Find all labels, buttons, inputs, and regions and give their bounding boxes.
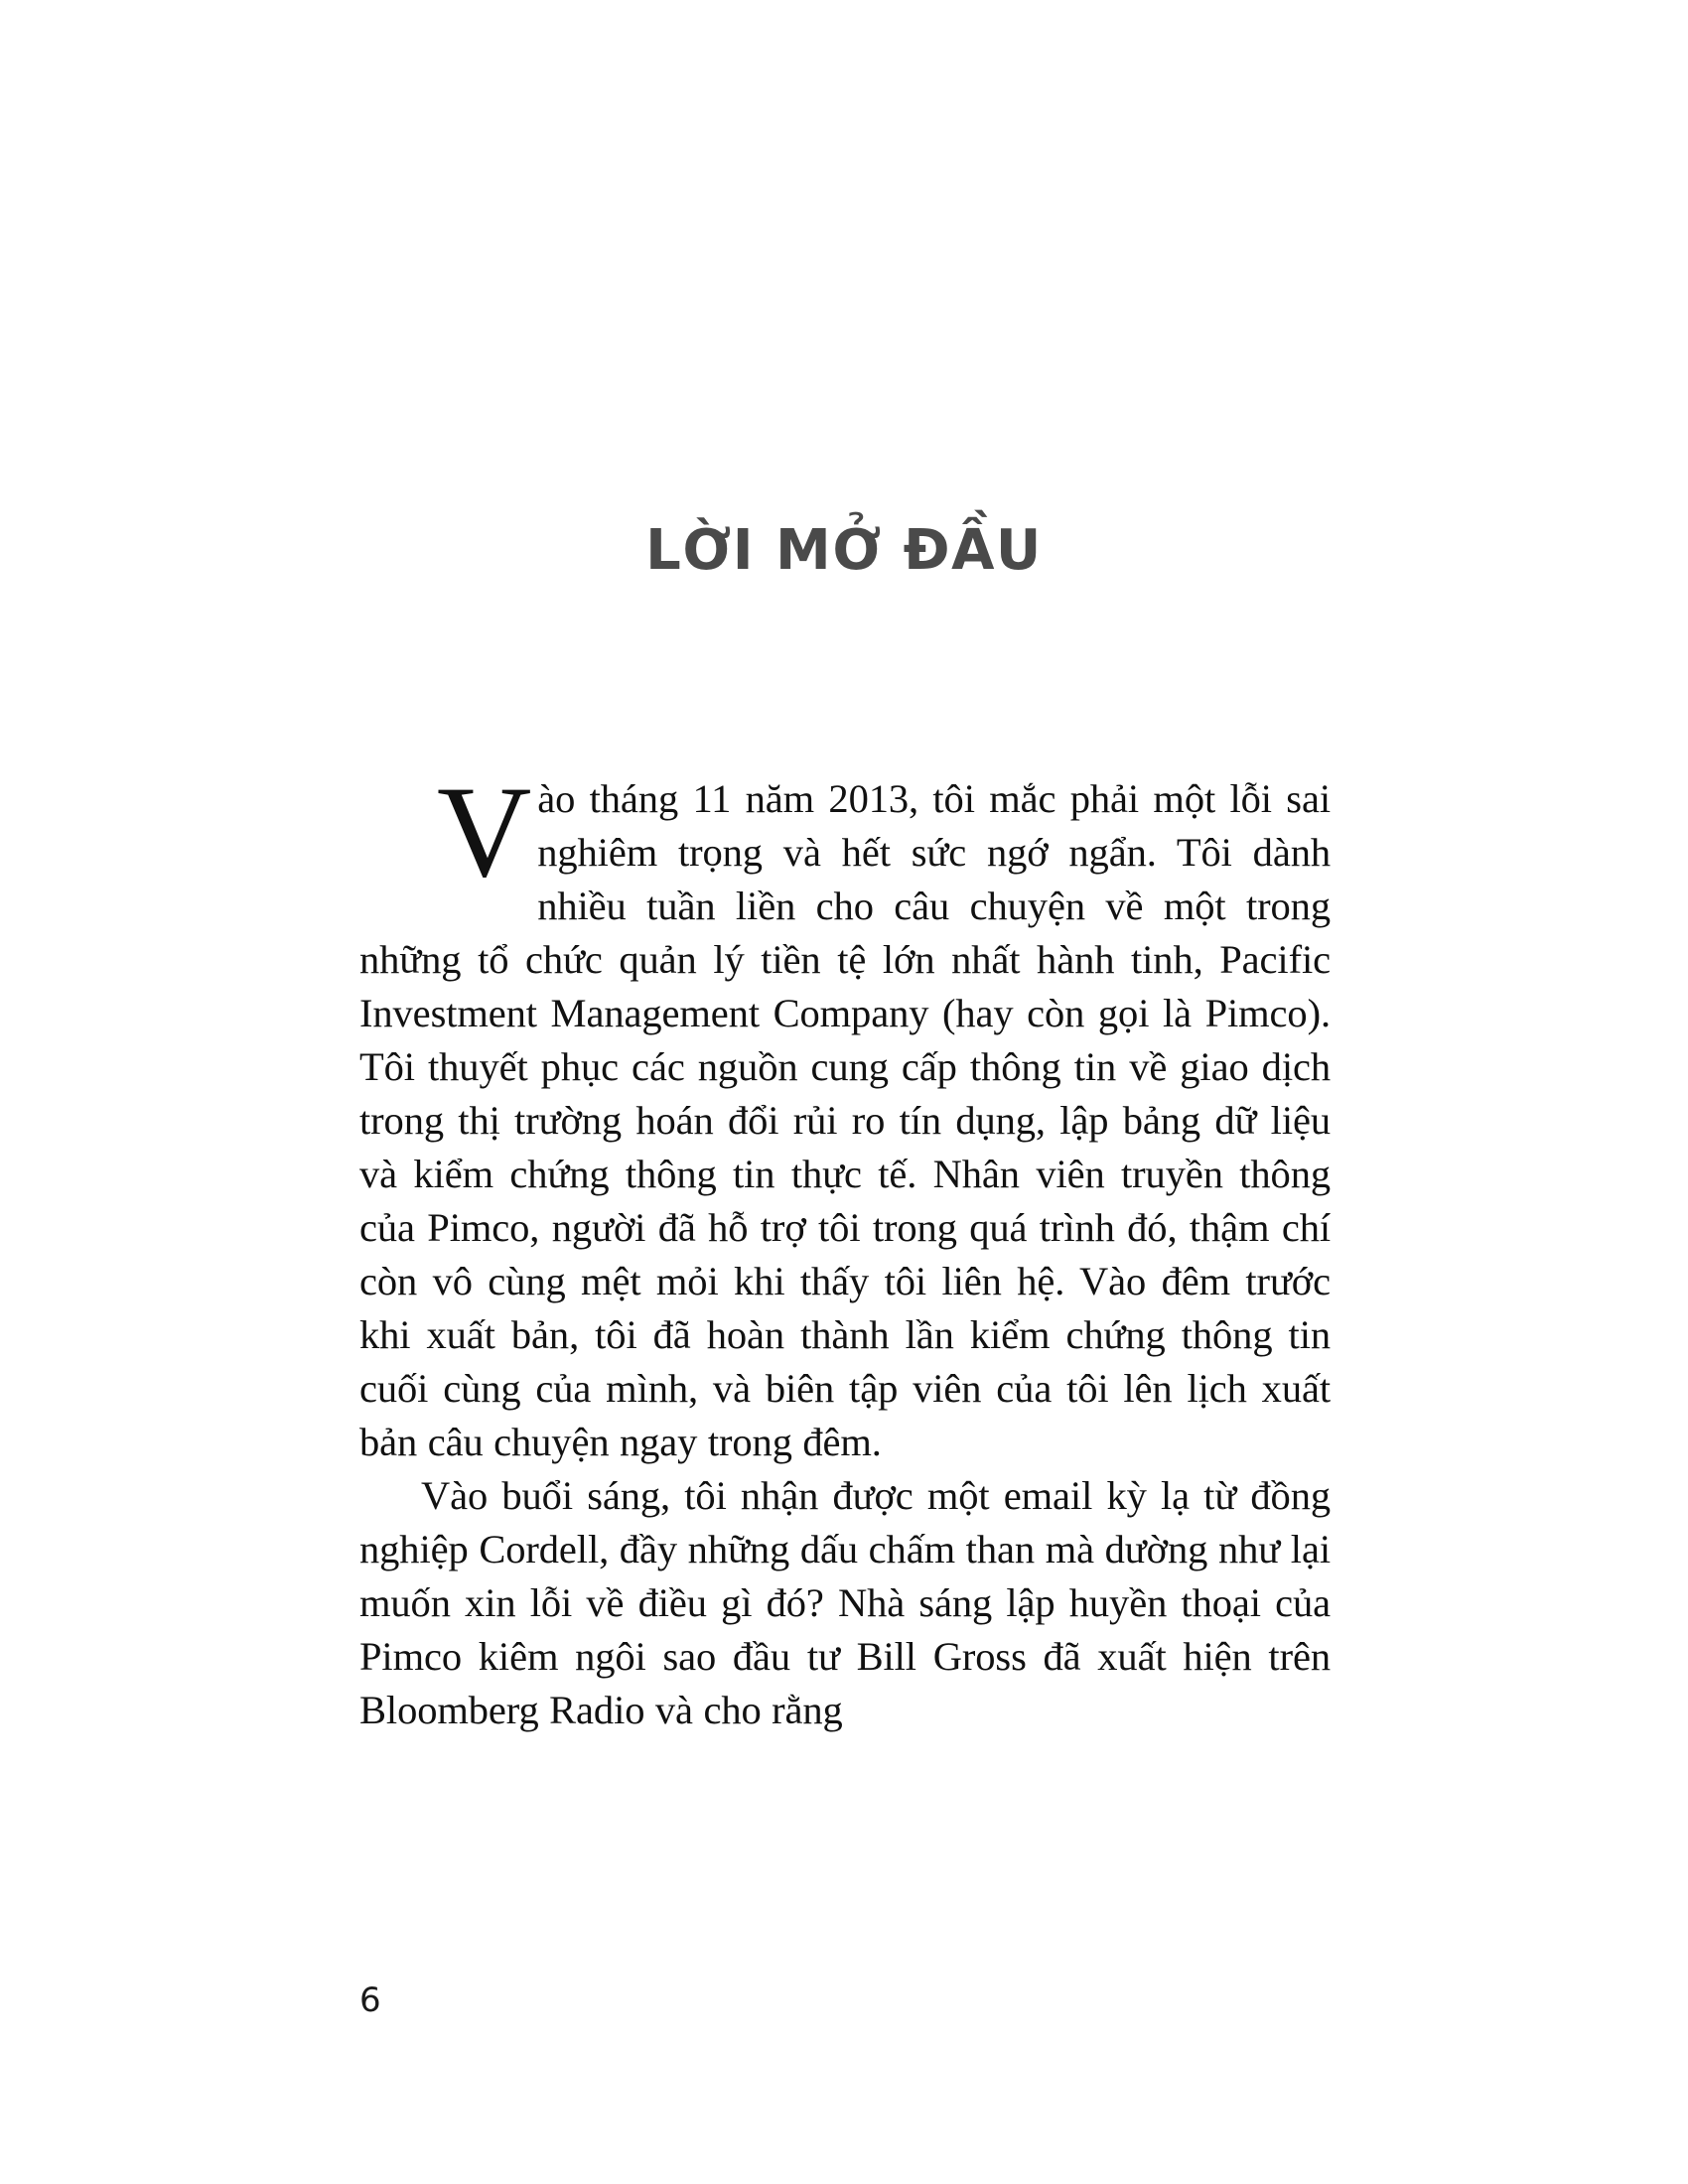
page-number: 6 <box>359 1980 382 2020</box>
body-text-block <box>359 758 1331 1737</box>
paragraph-1 <box>359 758 1331 1469</box>
paragraph-1-text: ào tháng 11 năm 2013, tôi mắc phải một lỗi sai nghiêm trọng và hết sức ngớ ngẩn. Tôi dành nhiều tuần liền cho câu chuyện về một trong những tổ chức quản lý tiền tệ lớn nhất hành tinh, Pacific Investment Management Company (hay còn gọi là Pimco). Tôi thuyết phục các nguồn cung cấp thông tin về giao dịch trong thị trường hoán đổi rủi ro tín dụng, lập bảng dữ liệu và kiểm chứng thông tin thực tế. Nhân viên truyền thông của Pimco, người đã hỗ trợ tôi trong quá trình đó, thậm chí còn vô cùng mệt mỏi khi thấy tôi liên hệ. Vào đêm trước khi xuất bản, tôi đã hoàn thành lần kiểm chứng thông tin cuối cùng của mình, và biên tập viên của tôi lên lịch xuất bản câu chuyện ngay trong đêm. <box>359 776 1331 1464</box>
drop-cap: V <box>437 758 532 904</box>
paragraph-2: Vào buổi sáng, tôi nhận được một email kỳ lạ từ đồng nghiệp Cordell, đầy những dấu chấm than mà dường như lại muốn xin lỗi về điều gì đó? Nhà sáng lập huyền thoại của Pimco kiêm ngôi sao đầu tư Bill Gross đã xuất hiện trên Bloomberg Radio và cho rằng <box>359 1473 1331 1732</box>
page-title: LỜI MỞ ĐẦU <box>645 517 1043 583</box>
